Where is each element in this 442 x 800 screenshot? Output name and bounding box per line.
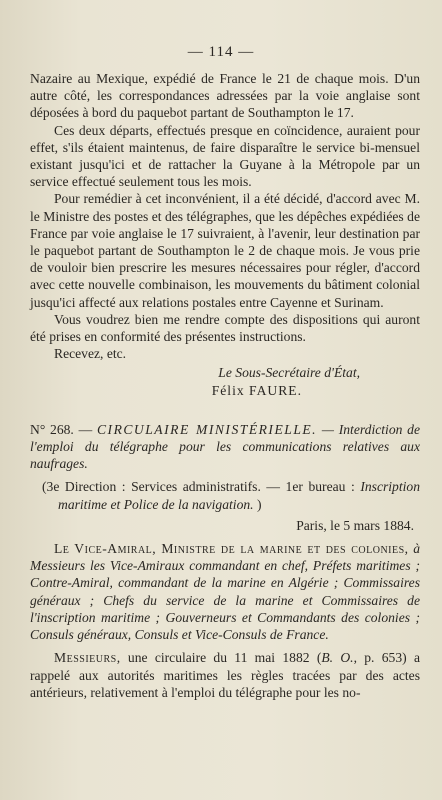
direction-italic: Inscription maritime et Police de la navigation. [58, 479, 420, 512]
circular-address [30, 540, 420, 643]
section-separator [30, 399, 420, 421]
body-text [30, 70, 420, 701]
paragraph-5: Recevez, etc. [54, 346, 127, 362]
circular-salutation: Messieurs, [54, 650, 121, 666]
circular-body [30, 649, 420, 701]
page-number: — 114 — [187, 44, 255, 60]
circular-dateline: Paris, le 5 mars 1884. [296, 517, 414, 533]
paragraph-1: Nazaire au Mexique, expédié de France le 21 de chaque mois. D'un autre côté, les correspondances adressées par la voie anglaise sont déposées à bord du paquebot partant de Southampton le 17. [30, 71, 420, 121]
circular-direction [30, 478, 420, 512]
direction-suffix: ) [256, 496, 262, 512]
circular-heading [30, 421, 420, 473]
circular-title: CIRCULAIRE MINISTÉRIELLE. [96, 421, 318, 437]
circular-sender: Le Vice-Amiral, Ministre de la marine et des colonies, [54, 541, 409, 557]
paragraph-3: Pour remédier à cet inconvénient, il a été décidé, d'accord avec M. le Ministre des postes et des télégraphes, que les dépêches expédiées de France par voie anglaise le 17 suivraient, à l'avenir, leur destination par le paquebot partant de Southampton le 2 de chaque mois. Je vous prie de vouloir bien prescrire les mesures nécessaires pour régler, d'accord avec cette nouvelle combinaison, les mouvements du bâtiment colonial jusqu'ici affecté aux relations postales entre Cayenne et Surinam. [30, 191, 420, 310]
direction-prefix: (3e Direction : Services administratifs. — 1er bureau : [42, 479, 355, 495]
circular-subject: — Interdiction de l'emploi du télégraphe pour les communications relatives aux naufrages. [30, 421, 421, 472]
circular-ref: B. O. [321, 650, 354, 666]
circular-number: N° 268. — [30, 421, 93, 437]
signature-name: Félix FAURE. [211, 382, 302, 398]
paragraph-4: Vous voudrez bien me rendre compte des dispositions qui auront été prises en conformité des présentes instructions. [30, 311, 420, 345]
circular-ref-page: , p. 653 [353, 650, 403, 666]
signature-title: Le Sous-Secrétaire d'État, [218, 365, 360, 381]
circular-body-rest: ) a rappelé aux autorités maritimes les règles tracées par des actes antérieurs, relativement à l'emploi du télégraphe pour les no- [30, 650, 420, 700]
paragraph-2: Ces deux départs, effectués presque en coïncidence, auraient pour effet, s'ils étaient maintenus, de faire disparaître le service bi-mensuel existant jusqu'ici et de rattacher la Guyane à la Métropole par un service effectué seulement tous les mois. [30, 122, 420, 190]
circular-recipients: à Messieurs les Vice-Amiraux commandant en chef, Préfets maritimes ; Contre-Amiral, commandant de la marine en Algérie ; Commissaires généraux ; Chefs du service de la marine et Commissaires de l'inscription maritime ; Gouverneurs et Commandants des colonies ; Consuls généraux, Consuls et Vice-Consuls de France. [30, 541, 420, 643]
circular-body-start: une circulaire du 11 mai 1882 ( [127, 650, 322, 666]
